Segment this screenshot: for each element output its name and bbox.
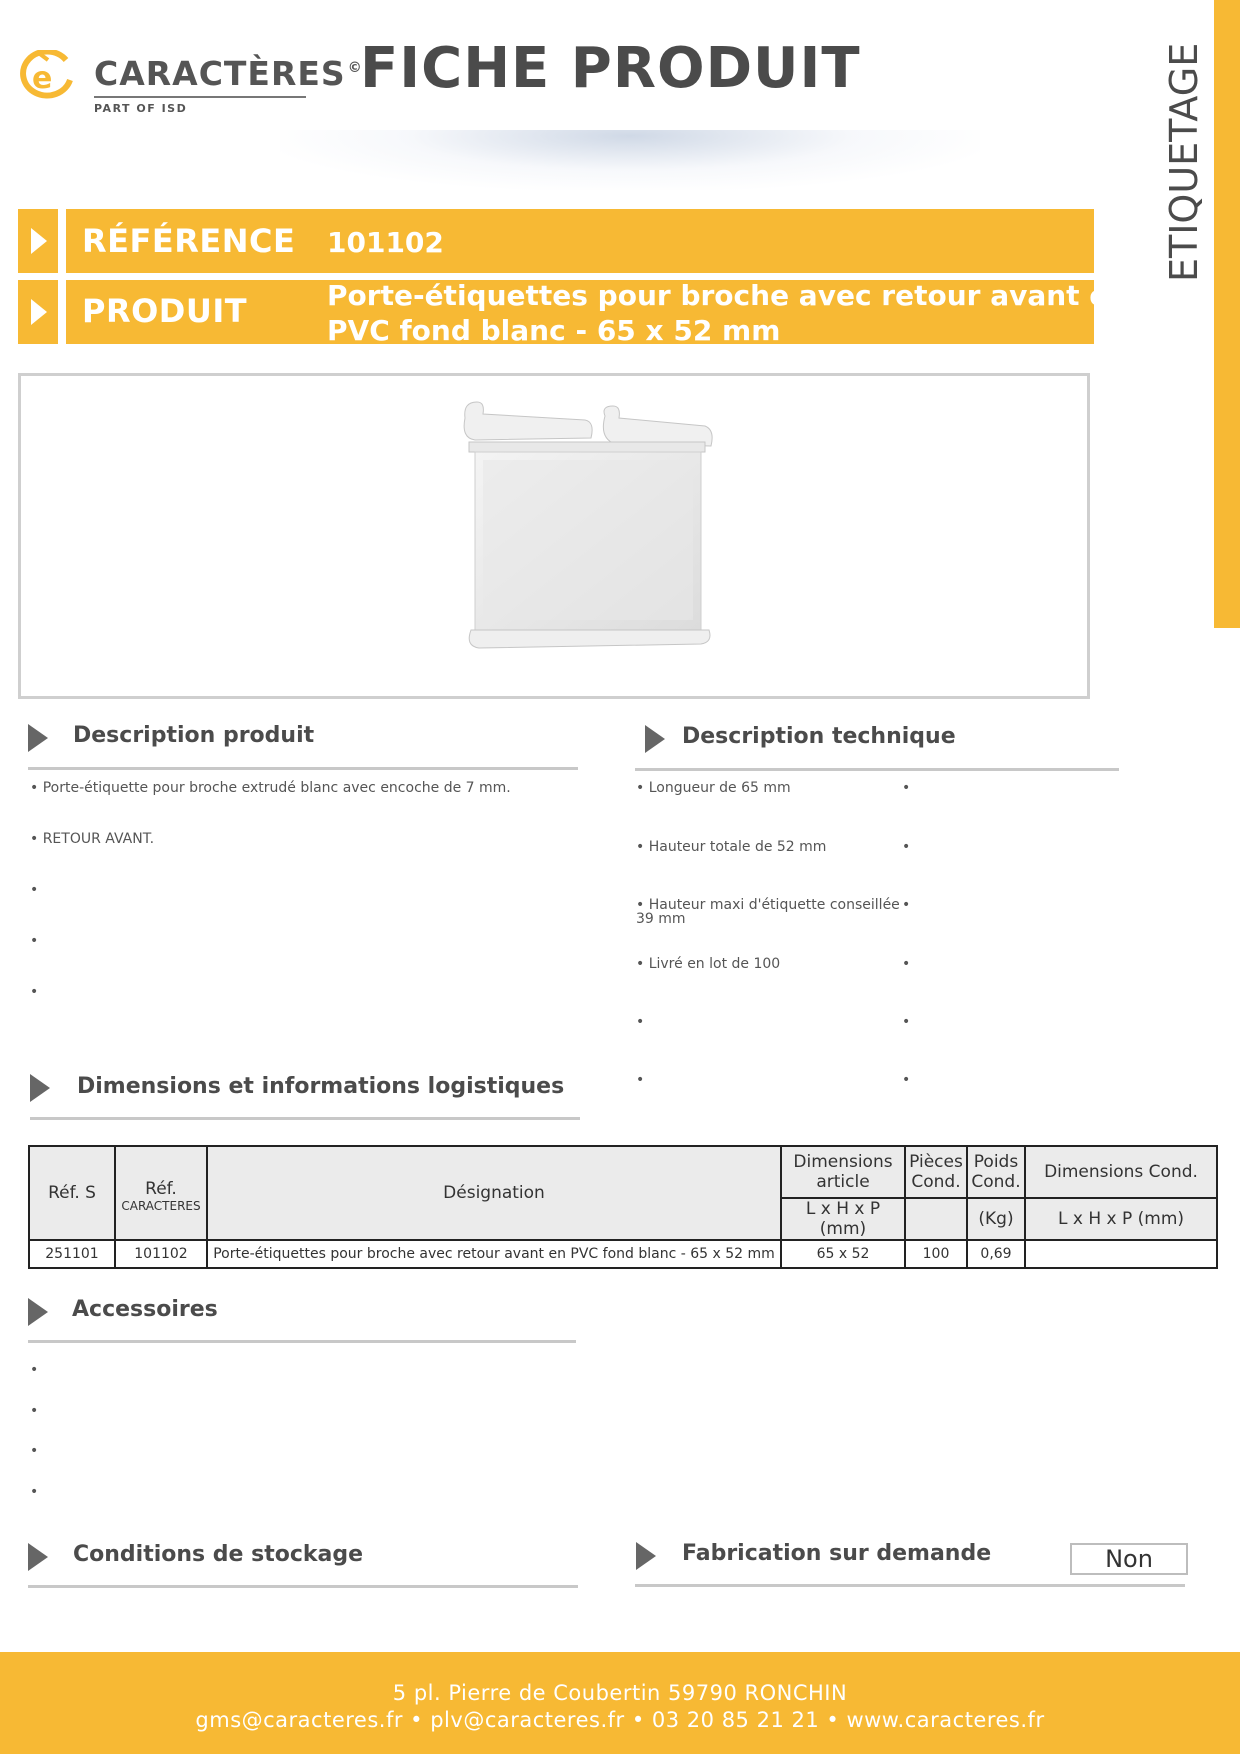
- svg-text:e: e: [32, 61, 53, 96]
- col-pieces-line1: Pièces: [909, 1152, 963, 1172]
- fabrication-value-box: Non: [1070, 1543, 1188, 1575]
- side-accent-bar: [1214, 0, 1240, 628]
- description-technique-arrow-icon: [645, 725, 665, 753]
- logo-underline: [94, 96, 306, 98]
- col-poids: [967, 1146, 1025, 1198]
- logistique-arrow-icon: [30, 1074, 50, 1102]
- cell-poids: 0,69: [967, 1240, 1025, 1268]
- description-produit-item: • Porte-étiquette pour broche extrudé blanc avec encoche de 7 mm.: [30, 780, 511, 796]
- stockage-rule: [28, 1585, 578, 1588]
- description-produit-rule: [28, 767, 578, 770]
- product-value-line1: Porte-étiquettes pour broche avec retour avant en: [327, 279, 1129, 312]
- technique-item: • Hauteur totale de 52 mm: [636, 839, 827, 855]
- logistique-title: Dimensions et informations logistiques: [77, 1074, 565, 1099]
- col-poids-line1: Poids: [973, 1152, 1019, 1172]
- col-ref-caracteres-label: Réf.: [145, 1179, 177, 1199]
- technique-item: • Livré en lot de 100: [636, 956, 781, 972]
- col-dim-cond-unit: L x H x P (mm): [1025, 1198, 1217, 1240]
- technique-item: •: [902, 839, 911, 855]
- description-produit-item: •: [30, 882, 39, 898]
- technique-item: •: [902, 780, 911, 796]
- description-produit-item: •: [30, 933, 39, 949]
- page-title: FICHE PRODUIT: [360, 36, 861, 101]
- col-dim-article-line1: Dimensions: [793, 1152, 893, 1172]
- col-dim-article-unit: L x H x P (mm): [781, 1198, 905, 1240]
- fabrication-arrow-icon: [636, 1542, 656, 1570]
- description-produit-arrow-icon: [28, 724, 48, 752]
- fabrication-title: Fabrication sur demande: [682, 1541, 992, 1566]
- description-technique-rule: [635, 768, 1119, 771]
- accessoires-item: •: [30, 1484, 39, 1500]
- product-value-line2: PVC fond blanc - 65 x 52 mm: [327, 314, 781, 347]
- technique-item: •: [636, 1014, 645, 1030]
- stockage-title: Conditions de stockage: [73, 1542, 364, 1567]
- stockage-arrow-icon: [28, 1543, 48, 1571]
- technique-item: •: [902, 897, 911, 913]
- logistique-rule: [30, 1117, 580, 1120]
- footer-address: 5 pl. Pierre de Coubertin 59790 RONCHIN: [392, 1681, 848, 1705]
- reference-label: RÉFÉRENCE: [82, 222, 296, 260]
- description-produit-title: Description produit: [73, 723, 315, 748]
- reference-value: 101102: [327, 226, 444, 259]
- col-dim-cond: Dimensions Cond.: [1025, 1146, 1217, 1198]
- category-label: ETIQUETAGE: [1162, 42, 1206, 282]
- accessoires-title: Accessoires: [72, 1297, 218, 1322]
- table-row: [29, 1240, 1217, 1268]
- col-ref-caracteres-sublabel: CARACTERES: [121, 1199, 201, 1213]
- cell-ref-caracteres: 101102: [115, 1240, 207, 1268]
- cell-dim-article: 65 x 52: [781, 1240, 905, 1268]
- footer-contacts: gms@caracteres.fr • plv@caracteres.fr • 03 20 85 21 21 • www.caracteres.fr: [195, 1708, 1045, 1732]
- technique-item: • Longueur de 65 mm: [636, 780, 791, 796]
- header-shadow: [280, 130, 980, 190]
- accessoires-item: •: [30, 1443, 39, 1459]
- col-pieces-line2: Cond.: [911, 1172, 961, 1192]
- col-ref-caracteres: [115, 1146, 207, 1240]
- product-arrow-icon: [18, 280, 58, 344]
- fabrication-rule: [635, 1584, 1185, 1587]
- accessoires-item: •: [30, 1403, 39, 1419]
- description-produit-item: •: [30, 984, 39, 1000]
- technique-item: • Hauteur maxi d'étiquette conseillée: [636, 897, 900, 913]
- description-produit-item: • RETOUR AVANT.: [30, 831, 155, 847]
- cell-pieces: 100: [905, 1240, 967, 1268]
- logo-subtitle: PART OF ISD: [94, 102, 188, 115]
- col-ref-s: Réf. S: [29, 1146, 115, 1240]
- product-image: [455, 398, 715, 654]
- reference-arrow-icon: [18, 209, 58, 273]
- technique-item: •: [902, 1072, 911, 1088]
- accessoires-rule: [28, 1340, 576, 1343]
- technique-item: •: [902, 956, 911, 972]
- technique-item: •: [636, 1072, 645, 1088]
- col-poids-unit: (Kg): [967, 1198, 1025, 1240]
- col-dim-article-line2: article: [816, 1172, 870, 1192]
- col-pieces-unit: [905, 1198, 967, 1240]
- technique-item-continued: 39 mm: [636, 911, 686, 927]
- logo-text: CARACTÈRES ©: [94, 54, 363, 93]
- cell-dim-cond: [1025, 1240, 1217, 1268]
- product-label: PRODUIT: [82, 292, 248, 330]
- col-pieces: [905, 1146, 967, 1198]
- accessoires-item: •: [30, 1362, 39, 1378]
- accessoires-arrow-icon: [28, 1298, 48, 1326]
- col-designation: Désignation: [207, 1146, 781, 1240]
- col-poids-line2: Cond.: [971, 1172, 1021, 1192]
- cell-designation: Porte-étiquettes pour broche avec retour avant en PVC fond blanc - 65 x 52 mm: [207, 1240, 781, 1268]
- description-technique-title: Description technique: [682, 724, 956, 749]
- cell-ref-s: 251101: [29, 1240, 115, 1268]
- technique-item: •: [902, 1014, 911, 1030]
- caracteres-logo-icon: [18, 50, 78, 100]
- col-dim-article: [781, 1146, 905, 1198]
- logistique-table: [28, 1145, 1218, 1269]
